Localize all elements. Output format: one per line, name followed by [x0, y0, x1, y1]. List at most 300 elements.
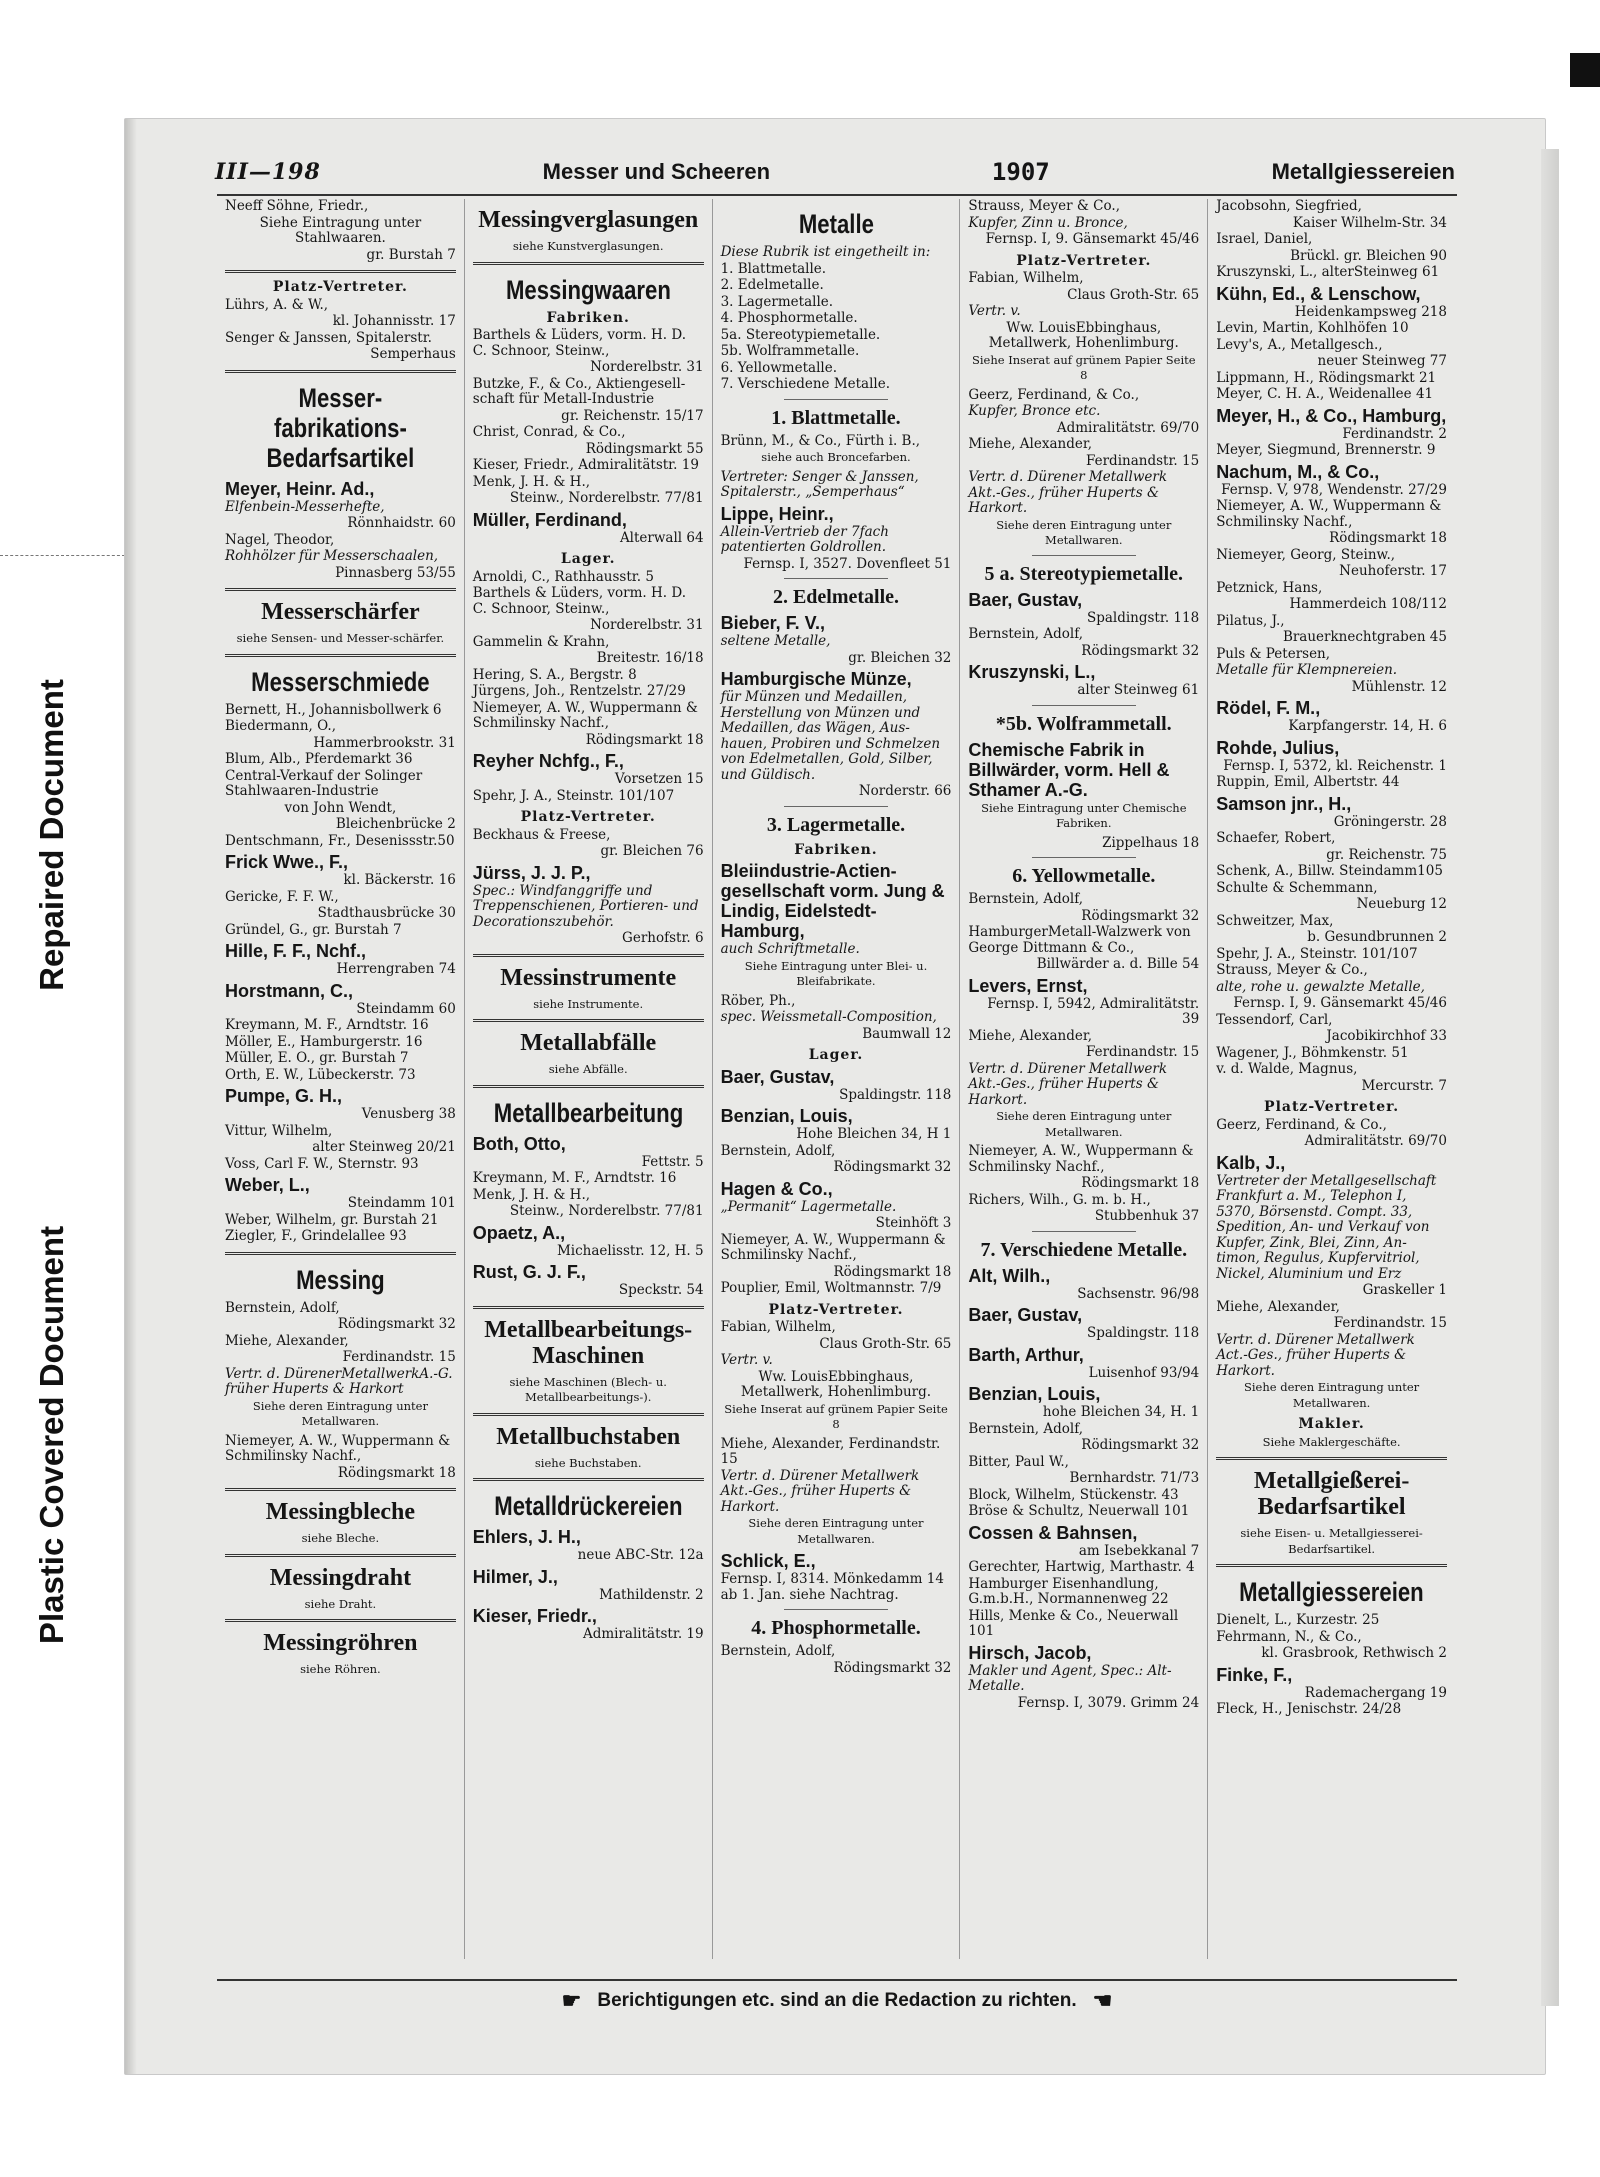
- entry-note: Metalle für Klempnereien.: [1216, 662, 1398, 678]
- entry-address: gr. Bleichen 76: [600, 843, 704, 859]
- entry: Richers, Wilh., G. m. b. H.,: [968, 1191, 1151, 1208]
- short-rule: [784, 578, 888, 579]
- cross-reference: siehe Bleche.: [301, 1531, 380, 1545]
- entry: Kruszynski, L., alterSteinweg 61: [1216, 264, 1440, 280]
- entry: Niemeyer, A. W., Wuppermann & Schmilinsky Nachf.,: [472, 699, 698, 731]
- entry-address: Fettstr. 5: [641, 1153, 704, 1170]
- entry-address: Venusberg 38: [361, 1106, 456, 1122]
- entry-address: Brückl. gr. Bleichen 90: [1290, 247, 1447, 264]
- group-label: Platz-Vertreter.: [272, 279, 408, 295]
- subsection-heading: *5b. Wolframmetall.: [995, 712, 1172, 735]
- entry-address: Rödingsmarkt 18: [337, 1464, 456, 1481]
- entry-centered: Ww. LouisEbbinghaus, Metallwerk, Hohenlimburg.: [740, 1368, 932, 1400]
- entry: Neeff Söhne, Friedr.,: [225, 199, 369, 214]
- entry: Bröse & Schultz, Neuerwall 101: [968, 1503, 1190, 1519]
- entry: Puls & Petersen,: [1216, 645, 1331, 662]
- group-label: Fabriken.: [794, 841, 878, 858]
- entry: Jürgens, Joh., Rentzelstr. 27/29: [472, 683, 686, 699]
- entry-address: gr. Burstah 7: [366, 246, 456, 263]
- section-heading-large: Metallbearbeitung: [493, 1097, 684, 1128]
- entry-address: alter Steinweg 61: [1077, 682, 1200, 698]
- entry: Ruppin, Emil, Albertstr. 44: [1216, 774, 1400, 790]
- entry: Miehe, Alexander,: [1216, 1298, 1340, 1315]
- entry: Wagener, J., Böhmkenstr. 51: [1216, 1044, 1409, 1061]
- entry-address: Michaelisstr. 12, H. 5: [556, 1242, 704, 1259]
- entry-bold: Ehlers, J. H.,: [472, 1527, 581, 1547]
- entry-bold: Rödel, F. M.,: [1216, 698, 1321, 718]
- section-heading: Messingröhren: [263, 1630, 418, 1656]
- entry-note: alte, rohe u. gewalzte Metalle,: [1216, 978, 1425, 995]
- entry-bold: Hirsch, Jacob,: [968, 1642, 1092, 1663]
- entry: Menk, J. H. & H.,: [472, 1186, 591, 1203]
- entry: Hills, Menke & Co., Neuerwall 101: [968, 1607, 1179, 1639]
- entry-bold: Barth, Arthur,: [968, 1344, 1084, 1365]
- column-2: [465, 199, 713, 1959]
- double-rule: [473, 1019, 704, 1022]
- double-rule: [473, 1478, 704, 1481]
- entry-address: Claus Groth-Str. 65: [1067, 286, 1200, 303]
- entry: Hering, S. A., Bergstr. 8: [472, 666, 637, 683]
- double-rule: [473, 1085, 704, 1088]
- entry-address: Fernsp. V, 978, Wendenstr. 27/29: [1221, 481, 1447, 498]
- entry: Müller, E. O., gr. Burstah 7: [225, 1050, 409, 1066]
- entry: 7. Verschiedene Metalle.: [720, 376, 891, 392]
- entry-address: Steinhöft 3: [875, 1215, 952, 1231]
- entry: Gericke, F. F. W.,: [225, 888, 339, 905]
- short-rule: [1032, 1231, 1136, 1232]
- entry-bold: Alt, Wilh.,: [968, 1265, 1051, 1286]
- entry-bold: Kühn, Ed., & Lenschow,: [1216, 283, 1421, 304]
- entry-note: auch Schriftmetalle.: [720, 941, 860, 957]
- column-1: [217, 199, 465, 1959]
- entry-address: Ferdinandstr. 2: [1342, 425, 1447, 442]
- page-binding-shadow: [125, 119, 137, 2074]
- subsection-heading: 1. Blattmetalle.: [771, 406, 901, 429]
- short-rule: [784, 806, 888, 807]
- entry-address: Rödingsmarkt 32: [1081, 642, 1200, 659]
- entry: 5b. Wolframmetalle.: [720, 343, 860, 359]
- entry-bold: Kalb, J.,: [1216, 1152, 1286, 1173]
- entry: Israel, Daniel,: [1216, 231, 1313, 247]
- group-label: Platz-Vertreter.: [1264, 1099, 1400, 1115]
- double-rule: [225, 654, 456, 657]
- header-title: Messer und Scheeren: [542, 159, 771, 184]
- entry-address: Claus Groth-Str. 65: [819, 1335, 952, 1352]
- section-heading-large: Messer-fabrikations-Bedarfsartikel: [266, 382, 415, 473]
- directory-columns: [217, 199, 1455, 1959]
- cross-reference: Siehe deren Eintragung unter Metallwaren.: [252, 1398, 428, 1428]
- entry-address: Heidenkampsweg 218: [1294, 303, 1447, 320]
- cross-reference: Siehe Inserat auf grünem Papier Seite 8: [971, 352, 1196, 382]
- entry-bold: Baer, Gustav,: [720, 1066, 835, 1087]
- entry-address: Semperhaus: [370, 346, 456, 362]
- entry-bold: Opaetz, A.,: [472, 1222, 566, 1243]
- section-heading: Metallabfälle: [520, 1030, 657, 1056]
- cross-reference: siehe Röhren.: [300, 1662, 381, 1676]
- cross-reference: siehe Draht.: [304, 1596, 377, 1611]
- entry: Kreymann, M. F., Arndtstr. 16: [225, 1017, 429, 1033]
- cross-reference: siehe Kunstverglasungen.: [512, 239, 664, 253]
- column-4: [960, 199, 1208, 1959]
- double-rule: [225, 1554, 456, 1557]
- double-rule: [225, 1619, 456, 1622]
- subsection-heading: 6. Yellowmetalle.: [1012, 865, 1156, 887]
- entry-bold: Baer, Gustav,: [968, 589, 1083, 610]
- subsection-heading: 4. Phosphormetalle.: [751, 1617, 921, 1639]
- entry: v. d. Walde, Magnus,: [1216, 1061, 1358, 1077]
- entry-address: neuer Steinweg 77: [1317, 353, 1447, 369]
- entry-centered: von John Wendt,: [284, 799, 397, 816]
- entry-bold: Rohde, Julius,: [1216, 737, 1340, 758]
- entry-address: Ferdinandstr. 15: [1333, 1315, 1447, 1331]
- entry-address: Rödingsmarkt 32: [833, 1659, 952, 1676]
- entry: Bernstein, Adolf,: [225, 1299, 340, 1316]
- entry-address: Neueburg 12: [1356, 896, 1447, 912]
- column-3: [713, 199, 961, 1959]
- entry-bold: Cossen & Bahnsen,: [968, 1522, 1138, 1543]
- entry: Levin, Martin, Kohlhöfen 10: [1216, 320, 1409, 336]
- entry-address: Vorsetzen 15: [614, 771, 704, 787]
- entry: Meyer, Siegmund, Brennerstr. 9: [1216, 442, 1436, 458]
- entry-bold: Frick Wwe., F.,: [225, 852, 349, 872]
- entry-address: Ferdinandstr. 15: [1085, 452, 1200, 469]
- entry-address: Rödingsmarkt 55: [585, 440, 704, 457]
- page-header: [215, 157, 1455, 187]
- entry-note: Elfenbein-Messerhefte,: [225, 498, 385, 515]
- cross-reference: Siehe deren Eintragung unter Metallwaren.: [748, 1516, 924, 1546]
- entry-address: Spaldingstr. 118: [839, 1086, 952, 1103]
- entry: Jacobsohn, Siegfried,: [1216, 199, 1362, 214]
- entry: HamburgerMetall-Walzwerk von George Dittmann & Co.,: [968, 924, 1191, 956]
- entry-address: Steinw., Norderelbstr. 77/81: [509, 1203, 704, 1219]
- entry-bold: Hilmer, J.,: [472, 1566, 558, 1587]
- cross-reference: siehe Maschinen (Blech- u. Metallbearbeitungs-).: [509, 1374, 667, 1404]
- entry-address: Hohe Bleichen 34, H 1: [796, 1126, 952, 1142]
- entry-address: Ferdinandstr. 15: [1085, 1044, 1200, 1060]
- entry-address: Herrengraben 74: [336, 961, 456, 977]
- entry: Christ, Conrad, & Co.,: [472, 424, 626, 440]
- entry-address: Alterwall 64: [619, 529, 704, 546]
- entry: Bernstein, Adolf,: [968, 626, 1084, 642]
- entry-address: kl. Johannisstr. 17: [332, 313, 456, 329]
- entry-bold: Kruszynski, L.,: [968, 662, 1096, 682]
- entry: Pouplier, Emil, Woltmannstr. 7/9: [720, 1280, 942, 1296]
- cross-reference: siehe Sensen- und Messer-schärfer.: [236, 631, 445, 645]
- entry-address: Fernsp. I, 3527. Dovenfleet 51: [743, 555, 952, 572]
- entry-bold: Hamburgische Münze,: [720, 669, 912, 689]
- entry: Kreymann, M. F., Arndtstr. 16: [472, 1170, 677, 1186]
- entry: Strauss, Meyer & Co.,: [968, 199, 1120, 214]
- entry-address: hohe Bleichen 34, H. 1: [1042, 1404, 1200, 1420]
- group-label: Makler.: [1298, 1416, 1365, 1432]
- entry: Fernsp. I, 8314. Mönkedamm 14 ab 1. Jan. siehe Nachtrag.: [720, 1571, 944, 1603]
- entry-bold: Benzian, Louis,: [968, 1384, 1101, 1404]
- cross-reference: Siehe Eintragung unter Chemische Fabriken.: [981, 800, 1187, 830]
- entry-address: b. Gesundbrunnen 2: [1307, 929, 1447, 945]
- entry-address: Fernsp. I, 3079. Grimm 24: [1017, 1694, 1200, 1711]
- entry: Hamburger Eisenhandlung, G.m.b.H., Normannenweg 22: [968, 1575, 1169, 1607]
- entry: Senger & Janssen, Spitalerstr.: [225, 329, 432, 346]
- entry-bold: Samson jnr., H.,: [1216, 793, 1352, 814]
- double-rule: [473, 1413, 704, 1416]
- entry-note: Vertreter der Metallgesellschaft Frankfurt a. M., Telephon I, 5370, Börsenstd. Compt. 33, Spedition, An- und Verkauf von Kupfer, Zink, Blei, Zinn, An-timon, Regulus, Kupfervitriol, Nickel, Aluminium und Erz: [1216, 1172, 1437, 1282]
- entry: Fabian, Wilhelm,: [968, 270, 1084, 286]
- entry: Dentschmann, Fr., Desenissstr.50: [225, 832, 455, 849]
- section-heading-large: Messingwaaren: [505, 274, 671, 305]
- entry: Tessendorf, Carl,: [1216, 1011, 1333, 1028]
- entry-bold: Weber, L.,: [225, 1175, 310, 1195]
- subsection-heading: 5 a. Stereotypiemetalle.: [984, 562, 1184, 585]
- entry-address: Stadthausbrücke 30: [317, 905, 456, 921]
- entry: Niemeyer, A. W., Wuppermann & Schmilinsky Nachf.,: [720, 1231, 946, 1263]
- entry: Spehr, J. A., Steinstr. 101/107: [472, 787, 675, 804]
- entry: Blum, Alb., Pferdemarkt 36: [225, 751, 413, 767]
- cross-reference: Siehe Eintragung unter Blei- u. Bleifabrikate.: [744, 958, 928, 988]
- entry-address: Norderelbstr. 31: [590, 359, 704, 375]
- entry: Schenk, A., Billw. Steindamm105: [1216, 863, 1443, 879]
- double-rule: [1216, 1457, 1447, 1460]
- entry: Barthels & Lüders, vorm. H. D. C. Schnoor, Steinw.,: [472, 585, 687, 617]
- entry: Butzke, F., & Co., Aktiengesell-schaft für Metall-Industrie: [472, 375, 686, 407]
- entry-note: Kupfer, Bronce etc.: [968, 403, 1101, 419]
- entry: Vittur, Wilhelm,: [225, 1122, 333, 1139]
- entry-bold: Rust, G. J. F.,: [472, 1262, 586, 1282]
- entry-bold: Meyer, Heinr. Ad.,: [225, 478, 375, 499]
- side-label-repaired: [22, 575, 82, 1095]
- entry-address: Rödingsmarkt 18: [833, 1263, 952, 1280]
- entry: Lührs, A. & W.,: [225, 296, 329, 313]
- cross-reference: Siehe deren Eintragung unter Metallwaren.: [996, 517, 1172, 547]
- short-rule: [784, 399, 888, 400]
- entry: Strauss, Meyer & Co.,: [1216, 962, 1368, 978]
- section-heading-large: Messerschmiede: [251, 666, 430, 697]
- section-heading-large: Messing: [296, 1264, 385, 1295]
- section-heading: Messerschärfer: [261, 599, 420, 625]
- document-page: [124, 118, 1546, 2075]
- footer-text: Berichtigungen etc. sind an die Redaction zu richten.: [597, 1990, 1077, 2011]
- entry-address: Bernhardstr. 71/73: [1069, 1470, 1200, 1486]
- entry: Bernett, H., Johannisbollwerk 6: [225, 701, 442, 718]
- entry: Orth, E. W., Lübeckerstr. 73: [225, 1066, 416, 1083]
- group-label: Platz-Vertreter.: [768, 1301, 904, 1318]
- entry-bold: Pumpe, G. H.,: [225, 1086, 343, 1106]
- entry: Miehe, Alexander,: [225, 1332, 349, 1349]
- entry: Spehr, J. A., Steinstr. 101/107: [1216, 945, 1418, 962]
- entry: Brünn, M., & Co., Fürth i. B.,: [720, 432, 921, 449]
- entry: 4. Phosphormetalle.: [720, 310, 858, 326]
- page-number: III—198: [215, 159, 321, 185]
- entry-address: Rödingsmarkt 18: [1329, 530, 1447, 546]
- entry-address: kl. Bäckerstr. 16: [343, 872, 456, 888]
- section-heading: Messinstrumente: [500, 964, 677, 991]
- entry: Ziegler, F., Grindelallee 93: [225, 1228, 407, 1244]
- entry-address: Sachsenstr. 96/98: [1077, 1285, 1200, 1302]
- pointing-hand-left-icon: ☚: [1092, 1988, 1113, 2013]
- entry-address: Jacobikirchhof 33: [1326, 1028, 1447, 1044]
- entry-note: Vertr. d. DürenerMetallwerkA.-G. früher Huperts & Harkort: [225, 1365, 453, 1397]
- entry-address: kl. Grasbrook, Rethwisch 2: [1261, 1645, 1447, 1661]
- page-edge: [1541, 149, 1559, 2006]
- subsection-heading: 2. Edelmetalle.: [772, 586, 900, 608]
- entry-note: Rohhölzer für Messerschaalen,: [225, 548, 439, 564]
- group-label: Lager.: [808, 1047, 864, 1063]
- entry: 2. Edelmetalle.: [720, 277, 824, 293]
- entry: Bernstein, Adolf,: [720, 1643, 836, 1659]
- entry: Gammelin & Krahn,: [472, 633, 610, 650]
- entry-address: Stubbenhuk 37: [1094, 1208, 1200, 1224]
- short-rule: [1032, 705, 1136, 706]
- entry-note: Spec.: Windfanggriffe und Treppenschienen, Portieren- und Decorationszubehör.: [472, 882, 699, 930]
- cross-reference: siehe Eisen- u. Metallgiesserei-Bedarfsartikel.: [1240, 1526, 1423, 1556]
- entry-address: Rödingsmarkt 18: [1081, 1175, 1200, 1191]
- entry-bold: Bieber, F. V.,: [720, 613, 825, 633]
- entry: Gründel, G., gr. Burstah 7: [225, 921, 402, 938]
- entry-address: Fernsp. I, 5372, kl. Reichenstr. 1: [1223, 757, 1447, 774]
- entry-address: Admiralitätstr. 69/70: [1056, 419, 1200, 436]
- cross-reference: siehe Buchstaben.: [534, 1455, 642, 1470]
- cross-reference: Siehe Inserat auf grünem Papier Seite 8: [724, 1401, 948, 1431]
- entry: Nagel, Theodor,: [225, 531, 335, 548]
- cross-reference: Siehe Maklergeschäfte.: [1262, 1434, 1401, 1449]
- header-section: Metallgiessereien: [1271, 159, 1455, 184]
- entry-address: Mercurstr. 7: [1361, 1077, 1447, 1094]
- entry-note: Vertr. d. Dürener Metallwerk Act.-Ges., früher Huperts & Harkort.: [1216, 1331, 1415, 1379]
- entry-bold: Hagen & Co.,: [720, 1178, 833, 1199]
- entry-bold: Benzian, Louis,: [720, 1106, 853, 1126]
- entry-address: Steindamm 101: [347, 1195, 456, 1211]
- entry: Biedermann, O.,: [225, 718, 336, 734]
- column-5: [1208, 199, 1455, 1959]
- section-heading: Messingverglasungen: [478, 207, 699, 233]
- entry: Levy's, A., Metallgesch.,: [1216, 336, 1383, 353]
- entry-bold: Lippe, Heinr.,: [720, 503, 834, 524]
- entry: Beckhaus & Freese,: [472, 826, 611, 843]
- entry: Petznick, Hans,: [1216, 579, 1323, 596]
- pointing-hand-right-icon: ☛: [561, 1988, 582, 2013]
- subsection-heading: 3. Lagermetalle.: [766, 813, 906, 836]
- entry-address: Ferdinandstr. 15: [342, 1349, 456, 1365]
- entry: Schaefer, Robert,: [1216, 830, 1336, 846]
- entry: Menk, J. H. & H.,: [472, 473, 591, 490]
- side-label-plastic-text: Plastic Covered Document: [33, 1225, 70, 1645]
- entry-address: Breitestr. 16/18: [596, 650, 704, 666]
- double-rule: [1216, 1564, 1447, 1567]
- entry: Schulte & Schemmann,: [1216, 879, 1378, 896]
- header-year: 1907: [991, 158, 1050, 186]
- entry: Niemeyer, A. W., Wuppermann & Schmilinsky Nachf.,: [1216, 498, 1442, 530]
- entry-address: Norderstr. 66: [858, 783, 952, 799]
- entry: Fleck, H., Jenischstr. 24/28: [1216, 1701, 1402, 1717]
- entry-note: für Münzen und Medaillen, Herstellung von Münzen und Medaillen, das Wägen, Aus-hauen, Probiren und Schmelzen von Edelmetallen, Gold, Silber, und Güldisch.: [720, 689, 941, 783]
- entry: Lippmann, H., Rödingsmarkt 21: [1216, 369, 1437, 386]
- scan-corner-mark: [1570, 53, 1600, 87]
- double-rule: [225, 588, 456, 591]
- entry-address: Rademachergang 19: [1304, 1684, 1447, 1701]
- entry-address: Kaiser Wilhelm-Str. 34: [1292, 214, 1447, 231]
- scan-top-margin: [0, 0, 1600, 50]
- entry: Block, Wilhelm, Stückenstr. 43: [968, 1486, 1179, 1503]
- entry-address: Spaldingstr. 118: [1086, 1325, 1200, 1341]
- section-heading-large: Metalle: [798, 209, 874, 239]
- entry-bold: Meyer, H., & Co., Hamburg,: [1216, 405, 1447, 426]
- cross-reference: Siehe deren Eintragung unter Metallwaren.: [1244, 1380, 1420, 1410]
- page-footer: [217, 1979, 1457, 2021]
- entry: Möller, E., Hamburgerstr. 16: [225, 1033, 423, 1050]
- entry: Central-Verkauf der Solinger Stahlwaaren-Industrie: [225, 767, 423, 799]
- entry: Voss, Carl F. W., Sternstr. 93: [225, 1155, 419, 1172]
- entry-address: Graskeller 1: [1362, 1282, 1447, 1298]
- entry-centered: Ww. LouisEbbinghaus, Metallwerk, Hohenlimburg.: [988, 319, 1179, 351]
- double-rule: [225, 1252, 456, 1255]
- entry-address: Rödingsmarkt 32: [337, 1316, 456, 1332]
- entry-note: Vertreter: Senger & Janssen, Spitalerstr., „Semperhaus“: [720, 468, 919, 500]
- entry-address: Fernsp. I, 9. Gänsemarkt 45/46: [985, 231, 1200, 247]
- cross-reference: siehe Abfälle.: [548, 1062, 628, 1076]
- entry-bold: Schlick, E.,: [720, 1551, 816, 1571]
- section-heading: Messingbleche: [265, 1499, 416, 1525]
- entry-note: Allein-Vertrieb der 7fach patentierten Goldrollen.: [720, 523, 889, 555]
- double-rule: [225, 1488, 456, 1491]
- entry-address: Norderelbstr. 31: [590, 617, 704, 633]
- entry: Miehe, Alexander, Ferdinandstr. 15: [720, 1435, 941, 1467]
- entry-address: am Isebekkanal 7: [1078, 1542, 1200, 1559]
- group-label: Platz-Vertreter.: [520, 809, 656, 825]
- double-rule: [225, 270, 456, 273]
- entry-address: Zippelhaus 18: [1102, 834, 1200, 851]
- entry-note: Vertr. v.: [720, 1352, 773, 1368]
- entry: Geerz, Ferdinand, & Co.,: [1216, 1116, 1387, 1133]
- double-rule: [225, 370, 456, 373]
- entry-note: seltene Metalle,: [720, 633, 831, 649]
- entry-note: Vertr. d. Dürener Metallwerk Akt.-Ges., früher Huperts & Harkort.: [720, 1467, 920, 1515]
- entry: Kieser, Friedr., Admiralitätstr. 19: [472, 457, 699, 473]
- entry-address: Pinnasberg 53/55: [335, 564, 456, 581]
- entry: Niemeyer, Georg, Steinw.,: [1216, 546, 1396, 563]
- entry-bold: Müller, Ferdinand,: [472, 509, 627, 530]
- entry: Fabian, Wilhelm,: [720, 1319, 836, 1335]
- double-rule: [473, 1306, 704, 1309]
- entry-address: Fernsp. I, 5942, Admiralitätstr. 39: [987, 995, 1200, 1027]
- short-rule: [784, 1609, 888, 1610]
- entry-address: Hammerbrookstr. 31: [313, 734, 456, 751]
- entry-address: Steindamm 60: [356, 1000, 456, 1017]
- entry: Niemeyer, A. W., Wuppermann & Schmilinsky Nachf.,: [225, 1432, 451, 1464]
- entry-address: Gröningerstr. 28: [1333, 813, 1447, 830]
- entry: Barthels & Lüders, vorm. H. D. C. Schnoor, Steinw.,: [472, 327, 687, 359]
- entry-address: alter Steinweg 20/21: [312, 1139, 456, 1155]
- entry-address: Rönnhaidstr. 60: [347, 515, 456, 531]
- entry: Miehe, Alexander,: [968, 1027, 1093, 1044]
- entry-bold: Nachum, M., & Co.,: [1216, 461, 1380, 482]
- cross-reference: Siehe deren Eintragung unter Metallwaren.: [996, 1109, 1172, 1139]
- entry: Bitter, Paul W.,: [968, 1453, 1069, 1470]
- entry-address: Rödingsmarkt 32: [833, 1159, 952, 1175]
- entry-note: spec. Weissmetall-Composition,: [720, 1009, 937, 1025]
- entry-address: gr. Bleichen 32: [848, 649, 952, 666]
- entry: Weber, Wilhelm, gr. Burstah 21: [225, 1211, 439, 1228]
- entry-bold: Bleiindustrie-Actien-gesellschaft vorm. Jung & Lindig, Eidelstedt-Hamburg,: [720, 861, 945, 941]
- entry: 6. Yellowmetalle.: [720, 359, 837, 376]
- entry-note: Vertr. d. Dürener Metallwerk Akt.-Ges., früher Huperts & Harkort.: [968, 469, 1168, 516]
- entry-note: Kupfer, Zinn u. Bronce,: [968, 214, 1128, 231]
- entry-address: neue ABC-Str. 12a: [577, 1547, 704, 1563]
- entry: Dienelt, L., Kurzestr. 25: [1216, 1612, 1380, 1628]
- entry: Gerechter, Hartwig, Marthastr. 4: [968, 1559, 1195, 1575]
- entry-note: „Permanit“ Lagermetalle.: [720, 1198, 897, 1215]
- short-rule: [1032, 555, 1136, 556]
- entry-address: Admiralitätstr. 69/70: [1304, 1133, 1447, 1149]
- entry: Arnoldi, C., Rathhausstr. 5: [472, 568, 654, 585]
